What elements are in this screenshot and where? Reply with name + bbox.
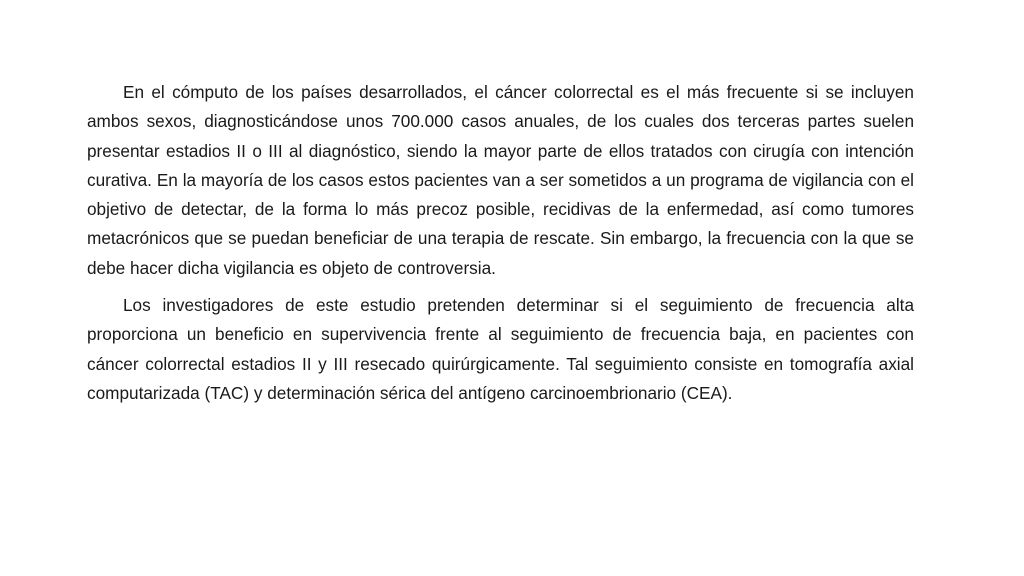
text-body xyxy=(87,78,914,408)
paragraph-1: En el cómputo de los países desarrollados, el cáncer colorrectal es el más frecuente si se incluyen ambos sexos, diagnosticándose unos 700.000 casos anuales, de los cuales dos terceras partes suelen presentar estadios II o III al diagnóstico, siendo la mayor parte de ellos tratados con cirugía con intención curativa. En la mayoría de los casos estos pacientes van a ser sometidos a un programa de vigilancia con el objetivo de detectar, de la forma lo más precoz posible, recidivas de la enfermedad, así como tumores metacrónicos que se puedan beneficiar de una terapia de rescate. Sin embargo, la frecuencia con la que se debe hacer dicha vigilancia es objeto de controversia. xyxy=(87,82,914,278)
paragraph-2: Los investigadores de este estudio pretenden determinar si el seguimiento de frecuencia alta proporciona un beneficio en supervivencia frente al seguimiento de frecuencia baja, en pacientes con cáncer colorrectal estadios II y III resecado quirúrgicamente. Tal seguimiento consiste en tomografía axial computarizada (TAC) y determinación sérica del antígeno carcinoembrionario (CEA). xyxy=(87,295,914,403)
